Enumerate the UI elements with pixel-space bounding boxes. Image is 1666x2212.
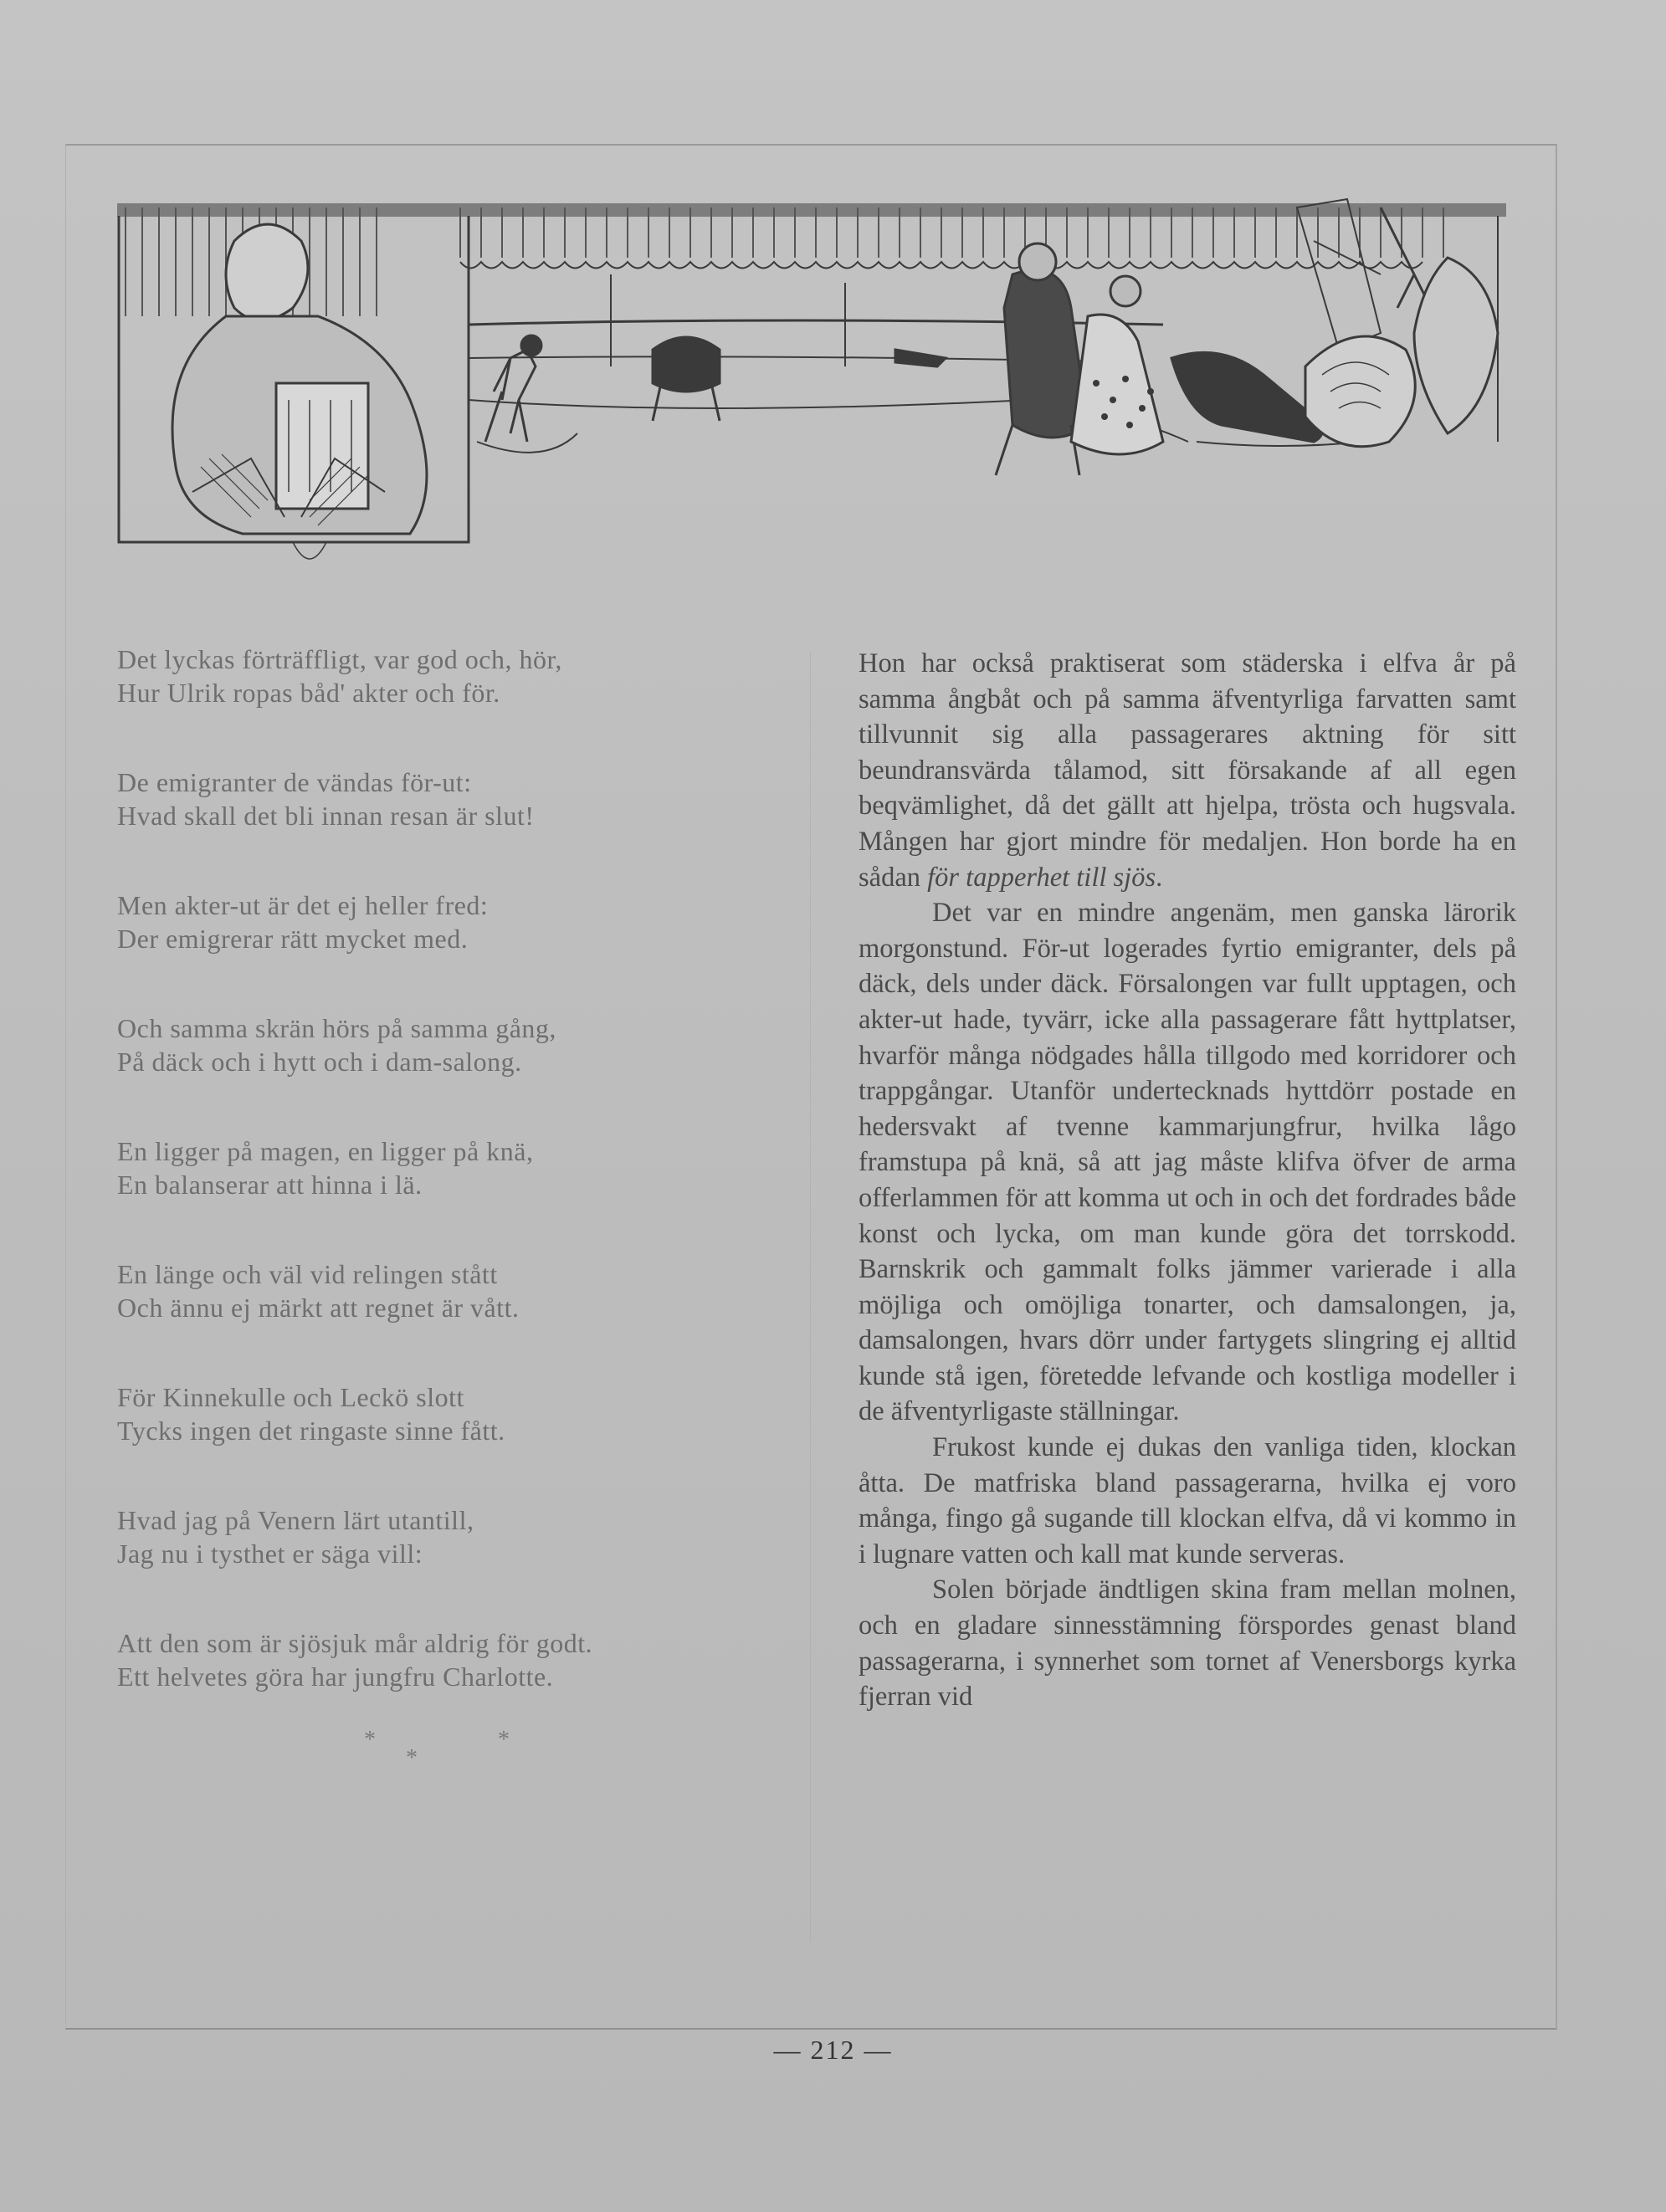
poem-line: De emigranter de vändas för-ut: [117,767,472,797]
prose-paragraph [859,646,1516,895]
poem-line: Hvad skall det bli innan resan är slut! [117,801,535,831]
poem [117,643,787,1774]
poem-stanza [117,1626,787,1693]
prose-column [859,646,1516,1715]
poem-stanza [117,643,787,709]
asterisk: * [364,1727,376,1753]
poem-line: En länge och väl vid relingen stått [117,1259,498,1289]
prose-paragraph: Det var en mindre angenäm, men ganska lärorik morgonstund. För-ut logerades fyrtio emigranter, dels på däck, dels under däck. Försalongen var fullt upptagen, och akter-ut hade, tyvärr, icke alla passagerare fått hyttplatser, hvarför många nödgades hålla tillgodo med korridorer och trappgångar. Utanför undertecknads hyttdörr postade en hedersvakt af tvenne kammarjungfrur, hvilka lågo framstupa på knä, så att jag måste klifva öfver de arma offerlammen för att komma ut och in och det fordrades både konst och lycka, om man kunde göra det torrskodd. Barnskrik och gammalt folks jämmer varierade i alla möjliga och omöjliga tonarter, och damsalongen, ja, damsalongen, hvars dörr under fartygets slingring ej alltid kunde stå igen, företedde lefvande och kostliga modeller i de äfventyrligaste ställningar. [859,898,1516,1427]
poem-line: En balanserar att hinna i lä. [117,1170,423,1200]
poem-stanza [117,1011,787,1078]
poem-stanza [117,1380,787,1447]
prose-paragraph: Solen började ändtligen skina fram mellan molnen, och en gladare sinnesstämning förspordes genast bland passagerarna, i synnerhet som tornet af Venersborgs kyrka fjerran vid [859,1575,1516,1713]
poem-line: Tycks ingen det ringaste sinne fått. [117,1416,505,1446]
poem-stanza [117,1503,787,1570]
poem-line: På däck och i hytt och i dam-salong. [117,1047,522,1077]
poem-line: Och samma skrän hörs på samma gång, [117,1013,556,1043]
poem-line: Men akter-ut är det ej heller fred: [117,890,489,920]
poem-line: Hur Ulrik ropas båd' akter och för. [117,678,500,708]
seasick-deck-illustration [109,191,1515,609]
poem-line: Der emigrerar rätt mycket med. [117,924,469,954]
asterism-separator [117,1723,787,1774]
poem-line: Och ännu ej märkt att regnet är vått. [117,1293,520,1323]
poem-line: För Kinnekulle och Leckö slott [117,1382,464,1412]
poem-line: Ett helvetes göra har jungfru Charlotte. [117,1662,554,1692]
poem-line: Att den som är sjösjuk mår aldrig för godt. [117,1628,593,1658]
poem-line: Jag nu i tysthet er säga vill: [117,1539,423,1569]
poem-line: Hvad jag på Venern lärt utantill, [117,1505,474,1535]
emphasis-text: för tapperhet till sjös [927,862,1156,893]
asterisk: * [498,1727,510,1753]
prose-paragraph: Frukost kunde ej dukas den vanliga tiden, klockan åtta. De matfriska bland passagerarna, hvilka ej voro många, fingo gå sugande till klockan elfva, då vi kommo in i lugnare vatten och kall mat kunde serveras. [859,1432,1516,1569]
poem-stanza [117,1134,787,1201]
poem-stanza [117,1257,787,1324]
page-number: — 212 — [773,2035,893,2065]
paragraph-text: Hon har också praktiserat som städerska i elfva år på samma ångbåt och på samma äfventyrliga farvatten samt tillvunnit sig alla passagerares aktning för sitt beundransvärda tålamod, sitt försakande af all egen beqvämlighet, då det gällt att hjelpa, trösta och hugsvala. Mången har gjort mindre för medaljen. Hon borde ha en sådan [859,648,1516,893]
poem-stanza [117,765,787,832]
asterisk: * [406,1745,418,1771]
column-divider [810,653,811,1941]
poem-stanza [117,888,787,955]
poem-line: Det lyckas förträffligt, var god och, hör, [117,644,562,674]
poem-line: En ligger på magen, en ligger på knä, [117,1136,534,1166]
paragraph-text: . [1156,862,1163,893]
